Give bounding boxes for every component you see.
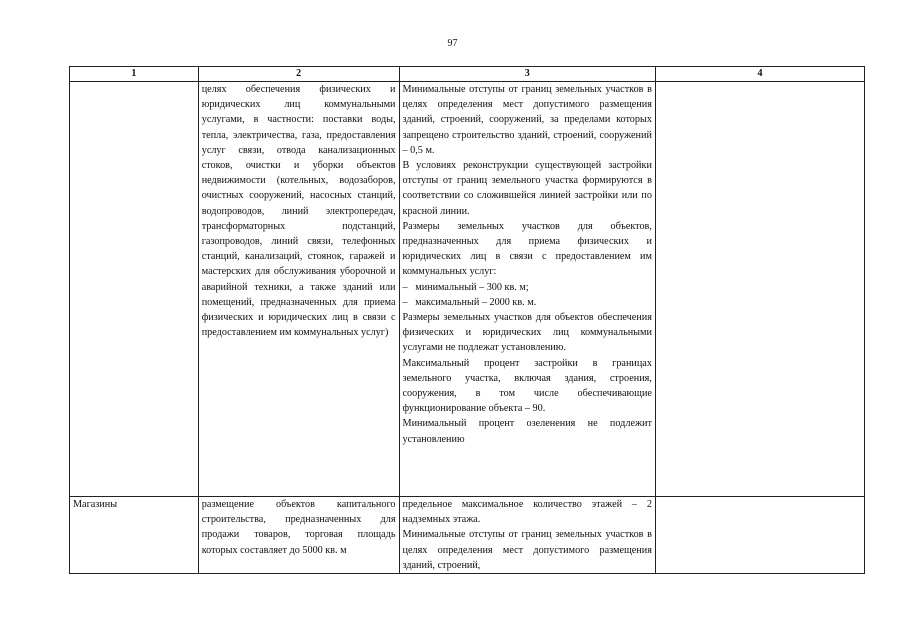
parameter-paragraph: Минимальные отступы от границ земельных участков в целях определения мест допустимого размещения зданий, строений, сооружений, за пределами которых запрещено строительство зданий, строений, сооружений – 0,5 м. <box>402 84 652 156</box>
header-cell-4: 4 <box>655 67 864 82</box>
parameter-list-item: – максимальный – 2000 кв. м. <box>402 296 537 308</box>
header-row <box>70 67 865 82</box>
parameter-paragraph: Максимальный процент застройки в границах земельного участка, включая здания, строения, сооружения, в том числе обеспечивающие функционирование объекта – 90. <box>402 357 652 415</box>
table-row <box>70 82 865 497</box>
table-row <box>70 497 865 574</box>
parameter-paragraph: Размеры земельных участков для объектов обеспечения физических и юридических лиц коммунальными услугами не подлежат установлению. <box>402 312 652 354</box>
use-description-cell: размещение объектов капитального строительства, предназначенных для продажи товаров, торговая площадь которых составляет до 5000 кв. м <box>198 497 399 574</box>
use-name-cell <box>70 82 199 497</box>
parameters-cell <box>399 497 655 574</box>
page-number: 97 <box>447 38 458 49</box>
parameter-list-item: – минимальный – 300 кв. м; <box>402 281 529 293</box>
use-name-cell: Магазины <box>70 497 199 574</box>
header-cell-1: 1 <box>70 67 199 82</box>
header-cell-3: 3 <box>399 67 655 82</box>
header-cell-2: 2 <box>198 67 399 82</box>
use-description-cell: целях обеспечения физических и юридических лиц коммунальными услугами, в частности: поставки воды, тепла, электричества, газа, предоставления услуг связи, отвода канализационных стоков, очистки и уборки объектов недвижимости (котельных, водозаборов, очистных сооружений, насосных станций, водопроводов, линий электропередач, трансформаторных подстанций, газопроводов, линий связи, телефонных станций, канализаций, стоянок, гаражей и мастерских для обслуживания уборочной и аварийной техники, а также зданий или помещений, предназначенных для приема физических и юридических лиц в связи с предоставлением им коммунальных услуг) <box>198 82 399 497</box>
parameter-paragraph: предельное максимальное количество этажей – 2 надземных этажа. <box>402 499 652 526</box>
notes-cell <box>655 82 864 497</box>
parameter-paragraph: В условиях реконструкции существующей застройки отступы от границ земельного участка формируются в соответствии со сложившейся линией застройки или по красной линии. <box>402 160 652 217</box>
parameter-paragraph: Минимальные отступы от границ земельных участков в целях определения мест допустимого размещения зданий, строений, <box>402 529 652 571</box>
parameters-cell <box>399 82 655 497</box>
notes-cell <box>655 497 864 574</box>
regulations-table <box>69 66 865 574</box>
parameter-paragraph: Минимальный процент озеленения не подлежит установлению <box>402 418 652 445</box>
parameter-paragraph: Размеры земельных участков для объектов, предназначенных для приема физических и юридических лиц в связи с предоставлением им коммунальных услуг: <box>402 220 652 278</box>
